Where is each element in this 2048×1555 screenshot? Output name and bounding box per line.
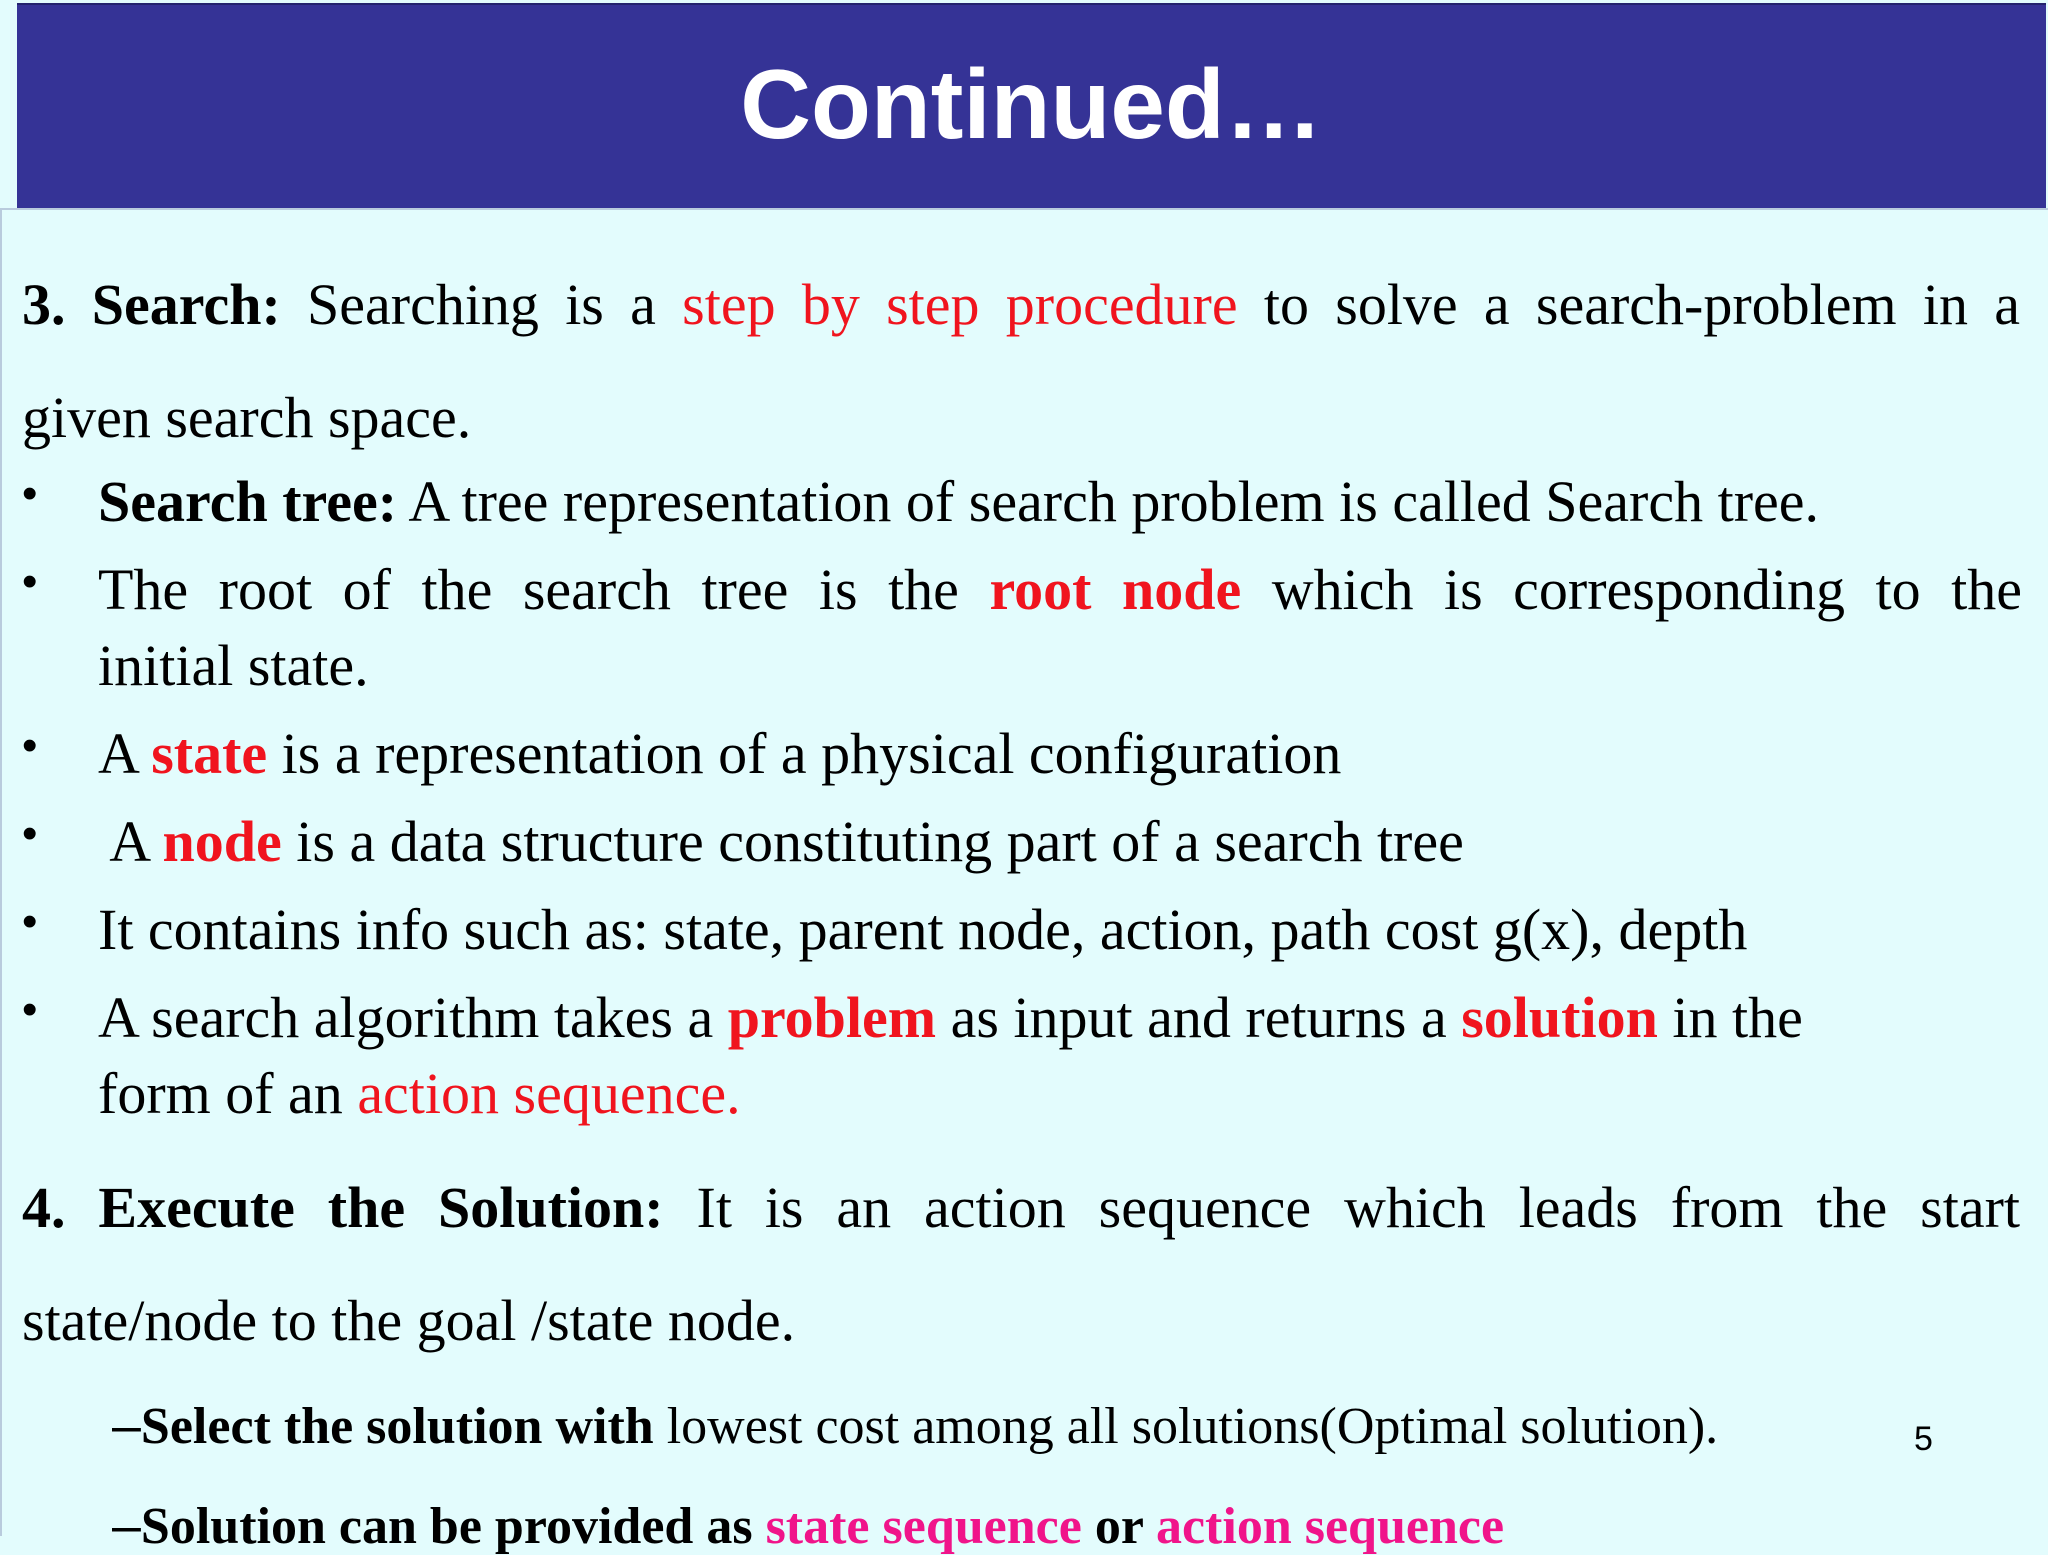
- bullet-text-mid: as input and returns a: [936, 985, 1462, 1050]
- subitem-select-solution: [112, 1397, 1719, 1455]
- bullet-text: A: [98, 721, 152, 786]
- section-3-label: 3. Search:: [22, 272, 281, 337]
- section-4-line-2: state/node to the goal /state node.: [22, 1288, 796, 1353]
- bullet-state: [22, 716, 2022, 792]
- highlight-step-by-step: step by step procedure: [682, 272, 1238, 337]
- dash-icon: –: [112, 1397, 141, 1455]
- section-3-line-1: [22, 272, 2020, 339]
- bullet-text-end: is a data structure constituting part of a search tree: [281, 809, 1464, 874]
- section-4-line-1: [22, 1175, 2020, 1242]
- page-number: 5: [1914, 1420, 1933, 1458]
- bullet-text-line-2: form of an: [98, 1061, 358, 1126]
- subitem-text-or: or: [1081, 1498, 1156, 1555]
- slide-title: Continued…: [740, 49, 1323, 159]
- highlight-problem: problem: [727, 985, 937, 1050]
- highlight-action-sequence: action sequence.: [357, 1061, 741, 1126]
- subitem-solution-provided: [112, 1497, 1505, 1555]
- section-3-text: Searching is a: [280, 272, 683, 337]
- subitem-text: lowest cost among all solutions(Optimal solution).: [653, 1398, 1719, 1455]
- subitem-label: Select the solution with: [140, 1398, 654, 1455]
- bullet-icon: •: [22, 557, 38, 606]
- bullet-node: [22, 804, 2022, 880]
- bullet-label: Search tree:: [98, 469, 398, 534]
- section-4-label: 4. Execute the Solution:: [22, 1175, 664, 1240]
- section-3-text-end: to solve a search-problem in a: [1237, 272, 2021, 337]
- highlight-root-node: root node: [989, 557, 1242, 622]
- bullet-icon: •: [22, 721, 38, 770]
- bullet-text-line-2: initial state.: [98, 633, 369, 698]
- bullet-text-end: is a representation of a physical configuration: [267, 721, 1342, 786]
- bullet-text: A search algorithm takes a: [98, 985, 728, 1050]
- highlight-action-sequence-2: action sequence: [1155, 1498, 1505, 1555]
- highlight-state-sequence: state sequence: [765, 1498, 1082, 1555]
- bullet-icon: •: [22, 897, 38, 946]
- bullet-node-info: [22, 892, 2022, 968]
- section-4-text: It is an action sequence which leads from the start: [663, 1175, 2020, 1240]
- section-3-line-2: given search space.: [22, 385, 472, 450]
- subitem-label: Solution can be provided as: [140, 1498, 766, 1555]
- bullet-text: A: [98, 809, 163, 874]
- highlight-state: state: [151, 721, 268, 786]
- bullet-text-end: which is corresponding to the: [1241, 557, 2022, 622]
- dash-icon: –: [112, 1497, 141, 1555]
- bullet-text: A tree representation of search problem is called Search tree.: [397, 469, 1820, 534]
- highlight-node: node: [162, 809, 282, 874]
- highlight-solution: solution: [1461, 985, 1658, 1050]
- bullet-icon: •: [22, 985, 38, 1034]
- bullet-text: The root of the search tree is the: [98, 557, 990, 622]
- bullet-icon: •: [22, 809, 38, 858]
- bullet-text-end: in the: [1657, 985, 1803, 1050]
- bullet-search-tree: [22, 464, 2022, 540]
- title-bar: [17, 3, 2046, 210]
- bullet-icon: •: [22, 469, 38, 518]
- bullet-text: It contains info such as: state, parent node, action, path cost g(x), depth: [98, 897, 1748, 962]
- bullet-search-algorithm: [22, 980, 2022, 1132]
- bullet-root-node: [22, 552, 2022, 704]
